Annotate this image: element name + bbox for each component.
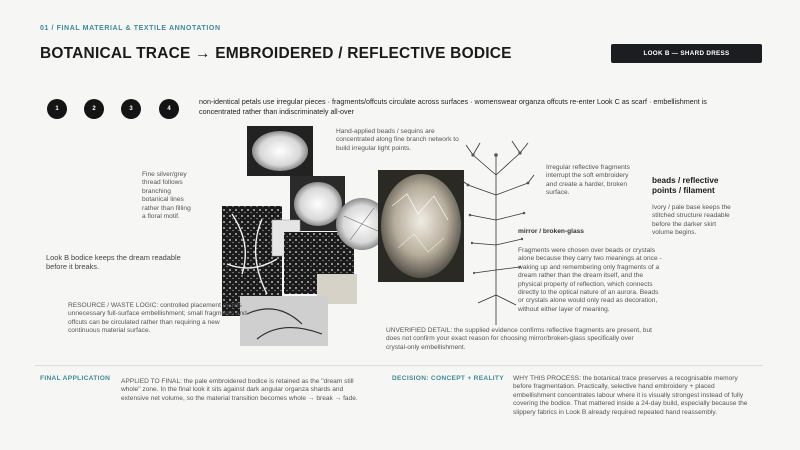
process-summary: non-identical petals use irregular pieces · fragments/offcuts circulate across surfaces · womenswear organza offcuts re-enter Look C as scarf · embellishment is concentrated rather than indiscriminately all-over [199, 97, 707, 116]
beads-heading: beads / reflective points / filament [652, 176, 719, 195]
unverified-detail-note: UNVERIFIED DETAIL: the supplied evidence confirms reflective fragments are present, but does not confirm your exact reason for choosing mirror/broken-glass specifically over crystal-only embellishment. [386, 327, 652, 351]
step-marker-2: 2 [84, 99, 104, 119]
annotation-fine-thread: Fine silver/grey thread follows branching botanical lines rather than filling a floral motif. [142, 171, 191, 221]
step-marker-1: 1 [47, 99, 67, 119]
footer-divider [35, 365, 763, 366]
look-b-statement: Look B bodice keeps the dream readable before it breaks. [46, 253, 181, 272]
sample-top-swatch [247, 126, 313, 176]
annotation-fragments-reason: Fragments were chosen over beads or crystals alone because they carry two meanings at once - waking up and remembering only fragments of a dream rather than the dream itself, and the physical property of reflection, which connects directly to the optical nature of an aurora. Beads or crystals alone would only read as decoration, without either layer of meaning. [518, 247, 662, 313]
annotation-beads-sequins: Hand-applied beads / sequins are concentrated along fine branch network to build irregular light points. [336, 128, 459, 152]
applied-to-final-text: APPLIED TO FINAL: the pale embroidered bodice is retained as the "dream still whole" zone. In the final look it sits against dark angular organza shards and extensive net volume, so the material transition becomes whole → break → fade. [121, 378, 358, 402]
step-marker-3: 3 [121, 99, 141, 119]
why-this-process-text: WHY THIS PROCESS: the botanical trace preserves a recognisable memory before fragmentation. Practically, selective hand embroidery + placed embellishment concentrates labour where it is visually strongest instead of fully covering the bodice. That mattered inside a 24-day build, especially because the slippery fabrics in Look B already required repeated hand reassembly. [513, 375, 748, 416]
step-marker-4: 4 [159, 99, 179, 119]
mirror-heading: mirror / broken-glass [518, 228, 584, 235]
annotation-ivory-base: Ivory / pale base keeps the stitched structure readable before the darker skirt volume begins. [652, 204, 731, 237]
resource-waste-note: RESOURCE / WASTE LOGIC: controlled placement avoids unnecessary full-surface embellishment; small fragments and offcuts can be circulated rather than requiring a new continuous material surface. [68, 302, 247, 335]
section-label: 01 / FINAL MATERIAL & TEXTILE ANNOTATION [40, 25, 221, 32]
annotation-irregular-fragments: Irregular reflective fragments interrupt the soft embroidery and create a harder, broken surface. [546, 164, 630, 197]
sample-bodice-photo [378, 170, 464, 282]
page-title: BOTANICAL TRACE → EMBROIDERED / REFLECTIVE BODICE [40, 45, 512, 62]
look-badge: LOOK B — SHARD DRESS [611, 44, 762, 63]
decision-label: DECISION: CONCEPT + REALITY [392, 375, 504, 382]
final-application-label: FINAL APPLICATION [40, 375, 111, 382]
